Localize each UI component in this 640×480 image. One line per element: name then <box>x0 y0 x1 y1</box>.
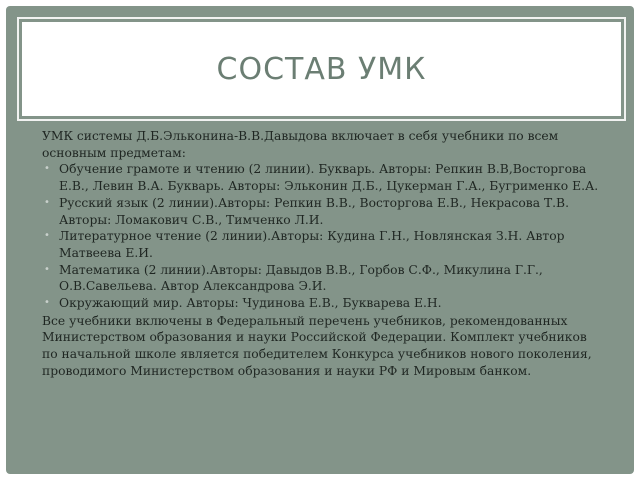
slide <box>6 6 634 474</box>
list-item <box>42 195 602 228</box>
conclusion-paragraph: Все учебники включены в Федеральный перечень учебников, рекомендованных Министерством образования и науки Российской Федерации. Комплект учебников по начальной школе является победителем Конкурса учебников нового поколения, проводимого Министерством образования и науки РФ и Мировым банком. <box>42 313 592 378</box>
bullet-icon: • <box>44 196 50 208</box>
list-item <box>42 161 602 194</box>
textbook-list <box>42 161 602 311</box>
title-box <box>22 22 621 116</box>
list-item-text: Литературное чтение (2 линии).Авторы: Кудина Г.Н., Новлянская З.Н. Автор Матвеева Е.И. <box>59 229 565 260</box>
bullet-icon: • <box>44 263 50 275</box>
list-item <box>42 228 602 261</box>
list-item-text: Русский язык (2 линии).Авторы: Репкин В.В., Восторгова Е.В., Некрасова Т.В. Авторы: Ломакович С.В., Тимченко Л.И. <box>59 195 570 227</box>
list-item-text: Обучение грамоте и чтению (2 линии). Букварь. Авторы: Репкин В.В,Восторгова Е.В., Левин В.А. Букварь. Авторы: Эльконин Д.Б., Цукерман Г.А., Бугрименко Е.А. <box>59 162 599 194</box>
bullet-icon: • <box>44 163 50 175</box>
slide-content <box>42 128 602 380</box>
list-item-text: Окружающий мир. Авторы: Чудинова Е.В., Букварева Е.Н. <box>59 296 442 311</box>
bullet-icon: • <box>44 297 50 309</box>
intro-paragraph: УМК системы Д.Б.Эльконина-В.В.Давыдова включает в себя учебники по всем основным предметам: <box>42 129 559 160</box>
list-item <box>42 295 602 312</box>
list-item <box>42 262 602 295</box>
slide-title: СОСТАВ УМК <box>216 51 427 87</box>
list-item-text: Математика (2 линии).Авторы: Давыдов В.В., Горбов С.Ф., Микулина Г.Г., О.В.Савельева. Автор Александрова Э.И. <box>59 262 543 294</box>
bullet-icon: • <box>44 230 50 242</box>
